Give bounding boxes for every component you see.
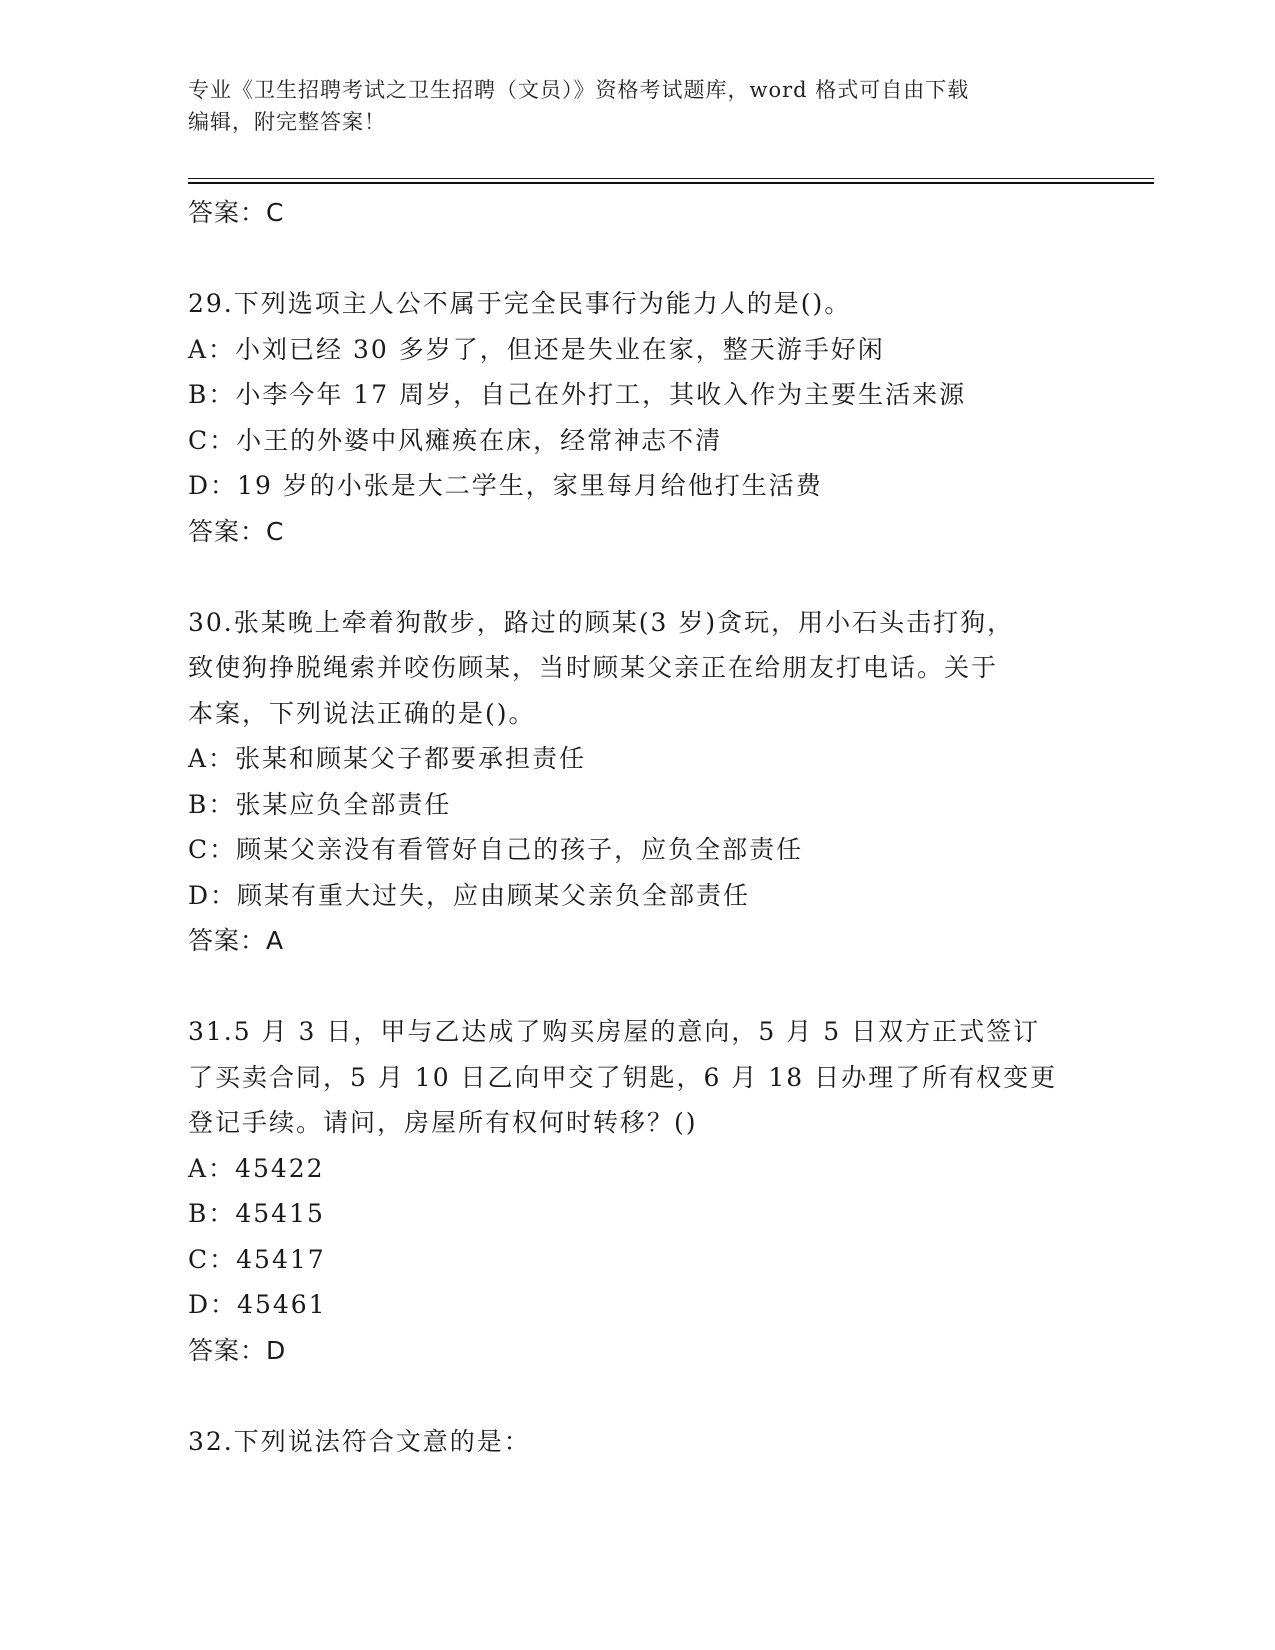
option-c: C：45417 [188, 1244, 326, 1274]
question-stem-line: 了买卖合同，5 月 10 日乙向甲交了钥匙，6 月 18 日办理了所有权变更 [188, 1062, 1058, 1092]
question-stem-line: 29.下列选项主人公不属于完全民事行为能力人的是()。 [188, 289, 852, 318]
question-29 [188, 281, 1088, 554]
header-line-1: 专业《卫生招聘考试之卫生招聘（文员）》资格考试题库，word 格式可自由下载 [188, 78, 970, 102]
answer-30: 答案：A [188, 926, 285, 955]
question-stem-line: 致使狗挣脱绳索并咬伤顾某，当时顾某父亲正在给朋友打电话。关于 [188, 653, 999, 682]
question-stem-line: 本案，下列说法正确的是()。 [188, 698, 536, 728]
option-a: A：张某和顾某父子都要承担责任 [188, 744, 587, 773]
answer-28: 答案：C [188, 198, 285, 227]
answer-29: 答案：C [188, 516, 285, 546]
header-divider-thick [188, 182, 1154, 184]
question-31 [188, 1009, 1088, 1373]
question-32 [188, 1419, 1088, 1465]
header-divider-thin [188, 178, 1154, 179]
header-line-2: 编辑，附完整答案！ [188, 110, 386, 134]
answer-31: 答案：D [188, 1335, 287, 1365]
option-d: D：45461 [188, 1290, 327, 1319]
spacer [188, 1373, 1088, 1419]
spacer [188, 554, 1088, 600]
option-b: B：45415 [188, 1199, 325, 1228]
question-stem-line: 登记手续。请问，房屋所有权何时转移？() [188, 1108, 698, 1137]
option-d: D：19 岁的小张是大二学生，家里每月给他打生活费 [188, 471, 823, 500]
question-stem-line: 30.张某晚上牵着狗散步，路过的顾某(3 岁)贪玩，用小石头击打狗， [188, 607, 1015, 637]
option-a: A：45422 [188, 1153, 325, 1183]
question-30 [188, 600, 1088, 964]
option-d: D：顾某有重大过失，应由顾某父亲负全部责任 [188, 880, 751, 910]
spacer [188, 236, 1088, 282]
page-header [188, 74, 1068, 138]
option-a: A：小刘已经 30 多岁了，但还是失业在家，整天游手好闲 [188, 334, 885, 364]
option-b: B：张某应负全部责任 [188, 789, 452, 819]
question-stem-line: 31.5 月 3 日，甲与乙达成了购买房屋的意向，5 月 5 日双方正式签订 [188, 1017, 1041, 1046]
option-c: C：顾某父亲没有看管好自己的孩子，应负全部责任 [188, 835, 804, 864]
option-c: C：小王的外婆中风瘫痪在床，经常神志不清 [188, 425, 723, 455]
spacer [188, 964, 1088, 1010]
question-content [188, 190, 1088, 1464]
question-stem-line: 32.下列说法符合文意的是： [188, 1426, 531, 1456]
option-b: B：小李今年 17 周岁，自己在外打工，其收入作为主要生活来源 [188, 380, 967, 409]
